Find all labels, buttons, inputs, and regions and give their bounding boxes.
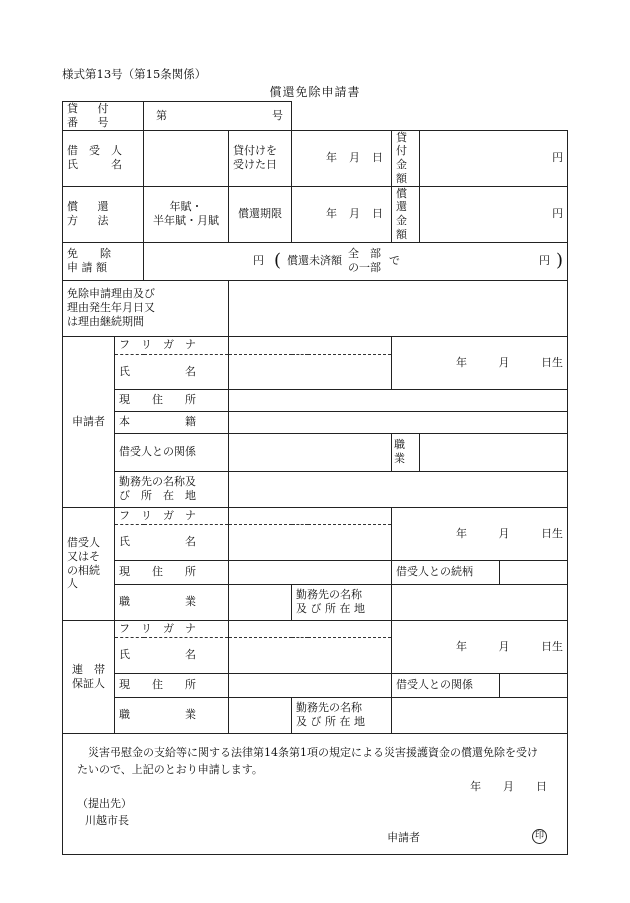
heir-label-line2: 又はそ [67,549,100,563]
applicant-address-field[interactable] [229,389,568,411]
reason-field[interactable] [229,280,568,336]
declaration-section [63,733,568,854]
applicant-domicile-field[interactable] [229,411,568,433]
birth-day-label: 日生 [541,639,564,653]
year-label: 年 [456,355,467,369]
year-label: 年 [456,526,467,540]
applicant-occupation-field[interactable] [420,433,568,471]
heir-occupation-field[interactable] [229,584,292,620]
declaration-date[interactable]: 年 月 日 [470,779,548,793]
repayment-amount-label-top: 償還 [396,186,407,214]
reason-label-line2: 理由発生年月日又 [67,301,155,315]
borrower-name-field[interactable] [144,130,229,186]
guarantor-label-line1: 連 帯 [72,662,105,676]
loan-amount-label-bottom: 金額 [396,158,407,185]
birth-day-label: 日生 [541,355,564,369]
guarantor-furigana-label: フ リ ガ ナ [115,620,229,637]
yen-unit: 円 [539,254,551,268]
heir-label-line3: の相続 [67,563,100,577]
repayment-amount-label-bottom: 金額 [396,214,407,241]
applicant-occupation-label-top: 職 [394,438,405,452]
heir-name-label: 氏 名 [115,524,229,560]
loan-amount-label-top: 貸付 [396,130,407,158]
guarantor-name-label: 氏 名 [115,637,229,673]
heir-address-field[interactable] [229,560,392,584]
heir-workplace-label-bottom: 及 び 所 在 地 [296,602,365,615]
loan-number-label: 貸 付 番 号 [63,102,144,131]
heir-label-line4: 人 [67,577,78,591]
loan-number-field[interactable] [144,102,292,131]
day-label: 日 [372,151,383,165]
form-number: 様式第13号（第15条関係） [62,67,207,81]
applicant-furigana-label: フ リ ガ ナ [115,336,229,354]
year-label: 年 [326,151,337,165]
applicant-furigana-field[interactable] [229,336,392,354]
declaration-applicant-label: 申請者 [387,830,421,844]
heir-address-label: 現 住 所 [115,560,229,584]
left-bracket: ( [274,249,282,271]
exemption-amount-field[interactable] [144,242,568,280]
applicant-relation-field[interactable] [229,433,392,471]
guarantor-address-label: 現 住 所 [115,673,229,697]
repayment-method-option-semiannual-monthly: 半年賦・月賦 [153,214,219,227]
guarantor-address-field[interactable] [229,673,392,697]
part-option: の一部 [348,261,382,274]
guarantor-relation-field[interactable] [500,673,568,697]
applicant-relation-label: 借受人との関係 [115,433,229,471]
application-form [62,101,568,855]
seal-icon[interactable]: 印 [532,829,547,844]
repayment-method-field[interactable] [144,186,229,242]
heir-name-field[interactable] [229,524,392,560]
guarantor-furigana-field[interactable] [229,620,392,637]
guarantor-occupation-field[interactable] [229,697,292,733]
heir-furigana-field[interactable] [229,507,392,524]
year-label: 年 [326,207,337,221]
page-title: 償還免除申請書 [269,85,361,99]
declaration-line2: たいので、上記のとおり申請します。 [77,762,263,776]
year-label: 年 [456,639,467,653]
guarantor-occupation-label: 職 業 [115,697,229,733]
applicant-name-field[interactable] [229,354,392,389]
month-label: 月 [349,207,360,221]
loan-date-label-bottom: 受けた日 [233,158,277,171]
exemption-label-top: 免 除 [67,247,111,261]
applicant-birthdate-field[interactable] [392,336,568,389]
heir-workplace-label-top: 勤務先の名称 [296,588,362,602]
heir-relation-field[interactable] [500,560,568,584]
applicant-workplace-label-top: 勤務先の名称及 [119,475,196,489]
reason-label-line1: 免除申請理由及び [67,287,155,301]
repayment-method-option-annual: 年賦・ [169,200,203,214]
loan-date-field[interactable] [292,130,392,186]
heir-birthdate-field[interactable] [392,507,568,560]
all-option: 全 部 [348,247,382,261]
loan-amount-field[interactable] [420,130,568,186]
month-label: 月 [498,526,510,540]
reason-label-line3: は理由継続期間 [67,314,144,328]
applicant-address-label: 現 住 所 [115,389,229,411]
submit-to-label: （提出先） [77,796,132,810]
outstanding-label: 償還未済額 [287,254,343,268]
loan-number-prefix: 第 [156,108,167,122]
heir-occupation-label: 職 業 [115,584,229,620]
applicant-domicile-label: 本 籍 [115,411,229,433]
heir-workplace-field[interactable] [392,584,568,620]
guarantor-birthdate-field[interactable] [392,620,568,673]
repayment-method-label: 償 還 方 法 [63,186,144,242]
applicant-name-label: 氏 名 [115,354,229,389]
repayment-period-label: 償還期限 [229,186,292,242]
right-bracket: ) [556,249,564,271]
loan-number-suffix: 号 [272,108,283,122]
guarantor-relation-label: 借受人との関係 [392,673,500,697]
applicant-occupation-label-bottom: 業 [394,452,405,465]
heir-label-line1: 借受人 [67,536,100,549]
guarantor-workplace-label-bottom: 及 び 所 在 地 [296,715,365,728]
repayment-amount-field[interactable] [420,186,568,242]
applicant-workplace-label-bottom: び 所 在 地 [119,489,196,502]
month-label: 月 [498,355,510,369]
declaration-line1: 災害弔慰金の支給等に関する法律第14条第1項の規定による災害援護資金の償還免除を受け [88,745,538,759]
yen-unit: 円 [552,207,564,221]
applicant-section-label: 申請者 [63,336,115,507]
guarantor-workplace-label-top: 勤務先の名称 [296,701,362,715]
de-label: で [389,254,401,268]
heir-furigana-label: フ リ ガ ナ [115,507,229,524]
guarantor-label-line2: 保証人 [72,676,105,690]
birth-day-label: 日生 [541,526,564,540]
yen-unit: 円 [552,151,564,165]
guarantor-workplace-field[interactable] [392,697,568,733]
borrower-name-label-bottom: 氏 名 [67,158,122,171]
heir-relation-label: 借受人との続柄 [392,560,500,584]
repayment-period-field[interactable] [292,186,392,242]
mayor-label: 川越市長 [85,813,129,827]
day-label: 日 [372,207,383,221]
guarantor-name-field[interactable] [229,637,392,673]
applicant-workplace-field[interactable] [229,471,568,507]
month-label: 月 [349,151,360,165]
yen-unit: 円 [253,254,264,268]
borrower-name-label-top: 借 受 人 [67,144,122,158]
loan-date-label-top: 貸付けを [233,144,277,158]
month-label: 月 [498,639,510,653]
exemption-label-bottom: 申 請 額 [67,261,107,274]
